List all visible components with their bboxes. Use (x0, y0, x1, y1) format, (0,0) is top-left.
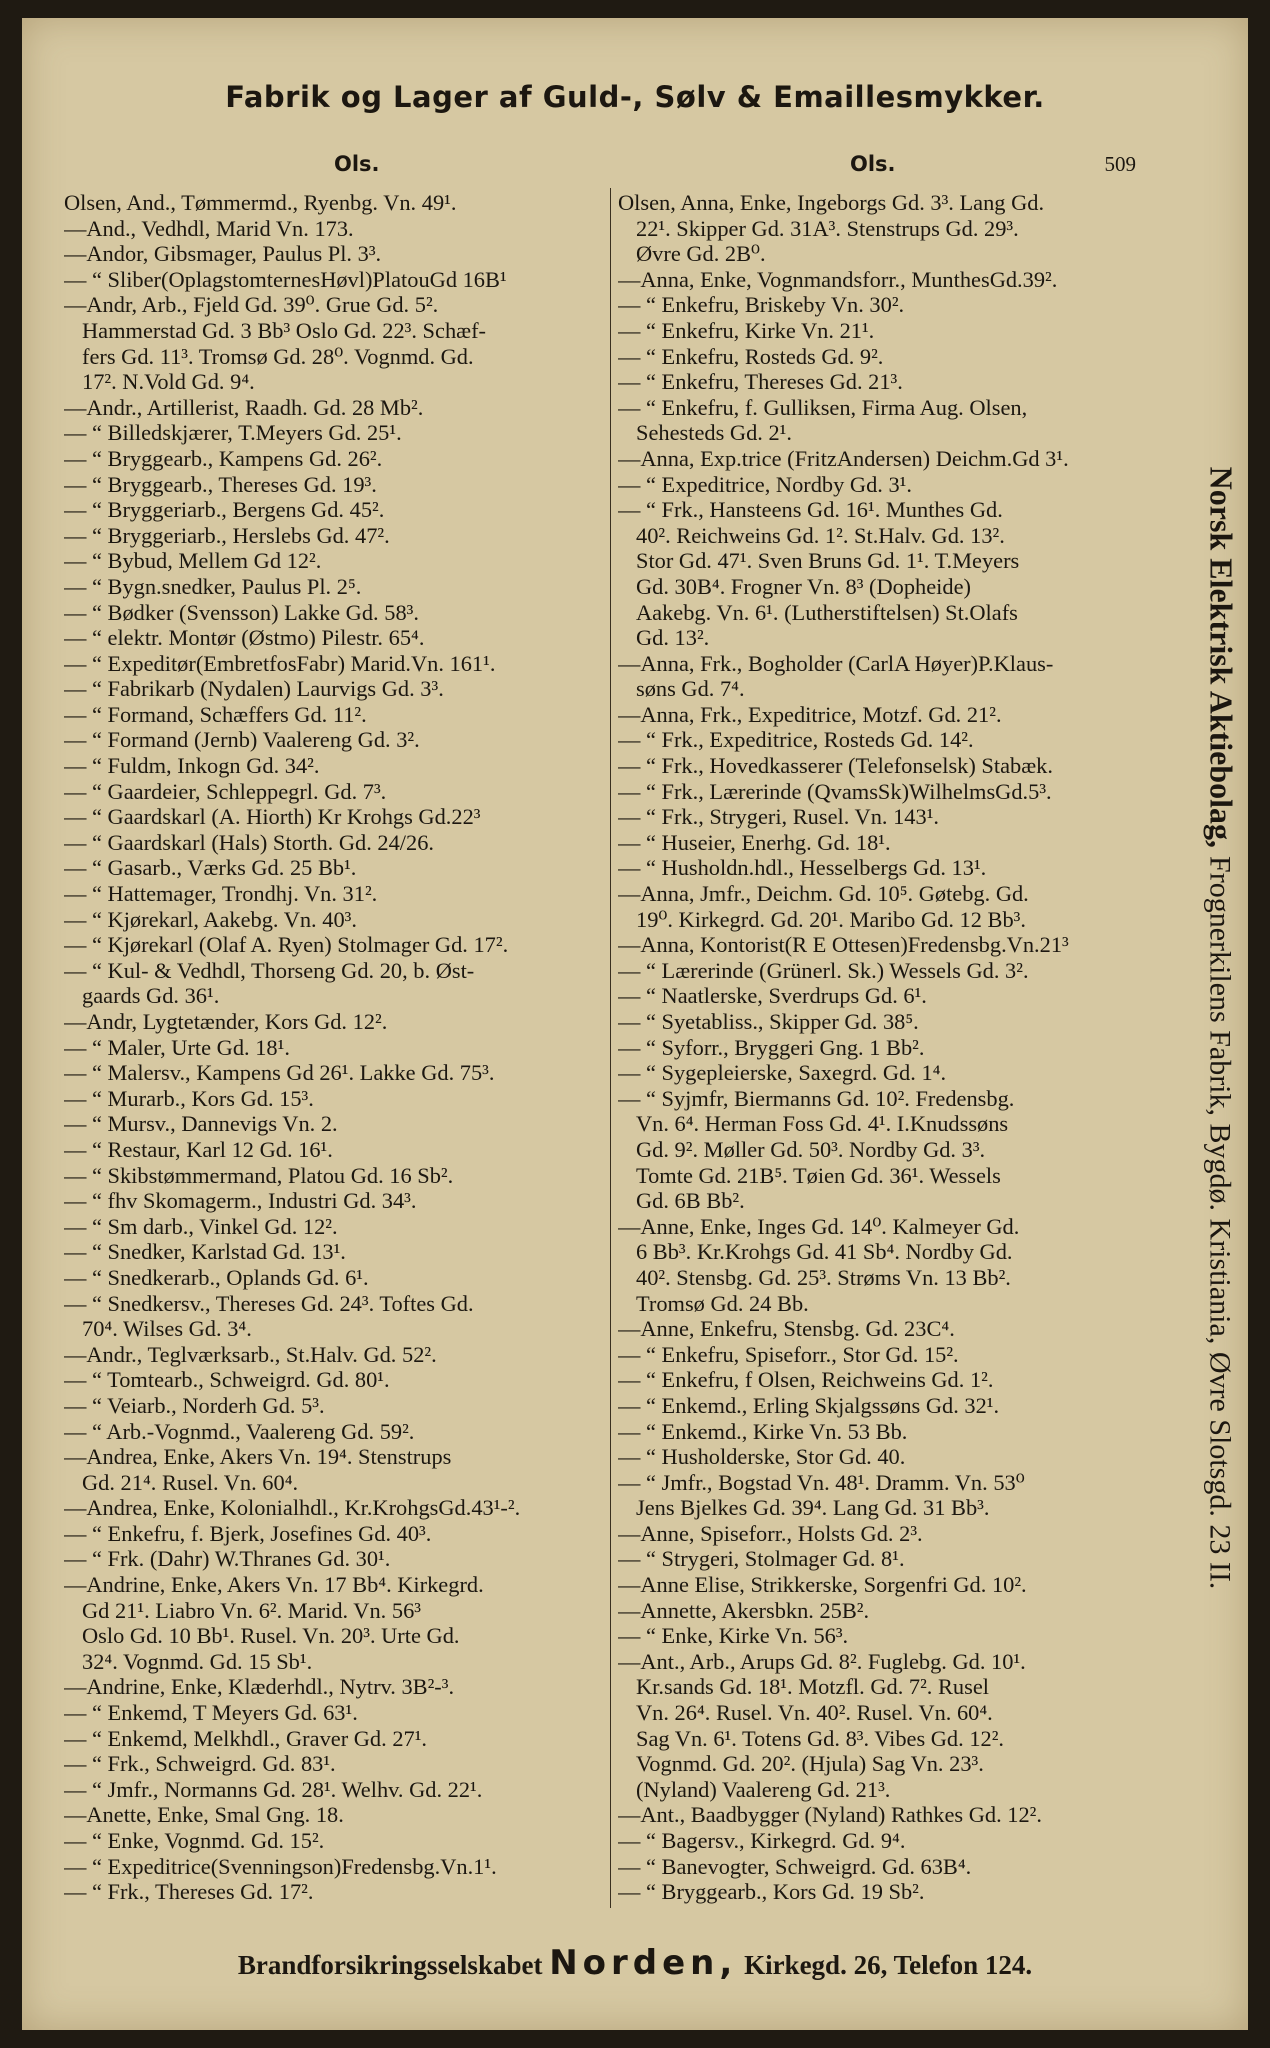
directory-entry-line: 32⁴. Vognmd. Gd. 15 Sb¹. (82, 1648, 313, 1674)
directory-entry-line: — “ Bagersv., Kirkegrd. Gd. 9⁴. (618, 1828, 906, 1853)
directory-entry-line: — “ Husholdn.hdl., Hesselbergs Gd. 13¹. (618, 855, 987, 881)
footer-advertisement (22, 1943, 1248, 1983)
directory-entry-line: — “ Kjørekarl, Aakebg. Vn. 40³. (64, 906, 357, 932)
directory-entry-line: —Anne Elise, Strikkerske, Sorgenfri Gd. 10². (618, 1572, 1027, 1598)
directory-entry-line: — “ Skibstømmermand, Platou Gd. 16 Sb². (64, 1162, 454, 1188)
directory-entry-line: —Anna, Enke, Vognmandsforr., MunthesGd.39². (618, 266, 1058, 292)
directory-entry-line: — “ Enkefru, Kirke Vn. 21¹. (618, 317, 875, 343)
directory-entry-line: —Anna, Kontorist(R E Ottesen)Fredensbg.Vn.21³ (618, 932, 1069, 958)
column-head-right: Ols. (850, 152, 896, 176)
directory-entry-line: —Andrea, Enke, Kolonialhdl., Kr.KrohgsGd.43¹-². (64, 1495, 521, 1521)
directory-entry-line: Olsen, Anna, Enke, Ingeborgs Gd. 3³. Lang Gd. (618, 190, 1045, 215)
directory-entry-line: —Ant., Baadbygger (Nyland) Rathkes Gd. 12². (618, 1802, 1042, 1828)
directory-entry-line: fers Gd. 11³. Tromsø Gd. 28⁰. Vognmd. Gd. (82, 343, 474, 369)
directory-entry-line: — “ Enkefru, f. Bjerk, Josefines Gd. 40³. (64, 1520, 432, 1546)
directory-entry-line: — “ Naatlerske, Sverdrups Gd. 6¹. (618, 983, 927, 1009)
right-column (618, 190, 1178, 1905)
directory-entry-line: Tromsø Gd. 24 Bb. (636, 1290, 809, 1316)
directory-entry-line: —Anna, Frk., Expeditrice, Motzf. Gd. 21². (618, 701, 1002, 727)
directory-entry-line: Gd. 30B⁴. Frogner Vn. 8³ (Dopheide) (636, 573, 971, 599)
directory-entry-line: — “ Enkemd, T Meyers Gd. 63¹. (64, 1700, 358, 1726)
directory-entry-line: — “ Frk., Expeditrice, Rosteds Gd. 14². (618, 727, 974, 753)
directory-entry-line: —Anne, Spiseforr., Holsts Gd. 2³. (618, 1520, 923, 1546)
directory-entry-line: — “ Fabrikarb (Nydalen) Laurvigs Gd. 3³. (64, 676, 444, 702)
directory-entry-line: (Nyland) Vaalereng Gd. 21³. (636, 1776, 891, 1802)
directory-entry-line: — “ Sygepleierske, Saxegrd. Gd. 1⁴. (618, 1060, 947, 1086)
directory-entry-line: — “ Bryggearb., Thereses Gd. 19³. (64, 471, 377, 497)
directory-entry-line: — “ Frk. (Dahr) W.Thranes Gd. 30¹. (64, 1546, 391, 1572)
directory-entry-line: — “ Frk., Schweigrd. Gd. 83¹. (64, 1751, 336, 1777)
directory-entry-line: — “ Enkemd., Kirke Vn. 53 Bb. (618, 1418, 908, 1444)
column-divider (610, 188, 611, 1908)
directory-entry-line: — “ Bybud, Mellem Gd 12². (64, 548, 322, 574)
directory-entry-line: — “ Hattemager, Trondhj. Vn. 31². (64, 881, 378, 907)
directory-entry-line: —And., Vedhdl, Marid Vn. 173. (64, 215, 354, 241)
directory-entry-line: —Andr., Teglværksarb., St.Halv. Gd. 52². (64, 1341, 437, 1367)
directory-entry-line: — “ Gaardskarl (Hals) Storth. Gd. 24/26. (64, 829, 434, 855)
directory-entry-line: — “ Expeditrice(Svenningson)Fredensbg.Vn.1¹. (64, 1853, 497, 1879)
directory-entry-line: —Anna, Exp.trice (FritzAndersen) Deichm.Gd 3¹. (618, 445, 1069, 471)
column-head-left: Ols. (334, 152, 380, 176)
directory-entry-line: gaards Gd. 36¹. (82, 983, 220, 1009)
directory-entry-line: — “ Maler, Urte Gd. 18¹. (64, 1034, 290, 1060)
footer-company: Brandforsikringsselskabet (237, 1950, 543, 1980)
directory-entry-line: — “ Banevogter, Schweigrd. Gd. 63B⁴. (618, 1853, 972, 1879)
directory-entry-line: — “ Bryggeriarb., Bergens Gd. 45². (64, 497, 385, 523)
directory-entry-line: —Anna, Jmfr., Deichm. Gd. 10⁵. Gøtebg. Gd. (618, 881, 1029, 907)
directory-entry-line: — “ Jmfr., Normanns Gd. 28¹. Welhv. Gd. 22¹. (64, 1776, 483, 1802)
directory-entry-line: — “ Huseier, Enerhg. Gd. 18¹. (618, 829, 891, 855)
directory-entry-line: —Andrea, Enke, Akers Vn. 19⁴. Stenstrups (64, 1444, 452, 1470)
directory-entry-line: Sag Vn. 6¹. Totens Gd. 8³. Vibes Gd. 12². (636, 1725, 1005, 1751)
directory-entry-line: — “ Frk., Hansteens Gd. 16¹. Munthes Gd. (618, 497, 1003, 523)
directory-entry-line: —Anne, Enke, Inges Gd. 14⁰. Kalmeyer Gd. (618, 1213, 1020, 1239)
directory-entry-line: —Andrine, Enke, Klæderhdl., Nytrv. 3B²-³. (64, 1674, 455, 1700)
directory-entry-line: Jens Bjelkes Gd. 39⁴. Lang Gd. 31 Bb³. (636, 1495, 990, 1521)
directory-entry-line: — “ Mursv., Dannevigs Vn. 2. (64, 1111, 338, 1137)
directory-entry-line: — “ Formand (Jernb) Vaalereng Gd. 3². (64, 727, 420, 753)
directory-entry-line: — “ Gaardeier, Schleppegrl. Gd. 7³. (64, 778, 387, 804)
directory-entry-line: Hammerstad Gd. 3 Bb³ Oslo Gd. 22³. Schæf- (82, 317, 486, 343)
directory-entry-line: Kr.sands Gd. 18¹. Motzfl. Gd. 7². Rusel (636, 1674, 990, 1700)
directory-entry-line: — “ Snedkersv., Thereses Gd. 24³. Toftes Gd. (64, 1290, 474, 1316)
directory-entry-line: — “ Enkemd., Erling Skjalgssøns Gd. 32¹. (618, 1392, 1000, 1418)
directory-entry-line: — “ Bødker (Svensson) Lakke Gd. 58³. (64, 599, 419, 625)
directory-entry-line: 40². Reichweins Gd. 1². St.Halv. Gd. 13². (636, 522, 1005, 548)
directory-entry-line: —Ant., Arb., Arups Gd. 8². Fuglebg. Gd. 10¹. (618, 1648, 1026, 1674)
page-header: Fabrik og Lager af Guld-, Sølv & Emaillesmykker. (225, 80, 1045, 114)
footer-brand: Norden, (549, 1943, 738, 1983)
directory-entry-line: — “ Expeditrice, Nordby Gd. 3¹. (618, 471, 912, 497)
directory-entry-line: —Andor, Gibsmager, Paulus Pl. 3³. (64, 241, 382, 267)
footer-address: Kirkegd. 26, Telefon 124. (744, 1950, 1033, 1980)
directory-entry-line: — “ Husholderske, Stor Gd. 40. (618, 1444, 906, 1470)
directory-entry-line: 22¹. Skipper Gd. 31A³. Stenstrups Gd. 29³. (636, 215, 1019, 241)
directory-entry-line: — “ Bryggeriarb., Herslebs Gd. 47². (64, 522, 390, 548)
directory-entry-line: Gd. 6B Bb². (636, 1188, 745, 1214)
page-number: 509 (1104, 152, 1136, 176)
side-ad-address: Frognerkilens Fabrik, Bygdø. Kristiania, Øvre Slotsgd. 23 II. (1203, 856, 1237, 1590)
directory-entry-line: — “ Syjmfr, Biermanns Gd. 10². Fredensbg. (618, 1085, 1015, 1111)
directory-entry-line: —Annette, Akersbkn. 25B². (618, 1597, 870, 1623)
directory-entry-line: Gd. 9². Møller Gd. 50³. Nordby Gd. 3³. (636, 1136, 986, 1162)
directory-entry-line: — “ Enkefru, Thereses Gd. 21³. (618, 369, 903, 395)
directory-entry-line: —Anne, Enkefru, Stensbg. Gd. 23C⁴. (618, 1316, 955, 1342)
directory-entry-line: — “ Murarb., Kors Gd. 15³. (64, 1085, 314, 1111)
directory-entry-line: —Anette, Enke, Smal Gng. 18. (64, 1802, 344, 1828)
directory-entry-line: Tomte Gd. 21B⁵. Tøien Gd. 36¹. Wessels (636, 1162, 1001, 1188)
directory-entry-line: — “ Malersv., Kampens Gd 26¹. Lakke Gd. 75³. (64, 1060, 495, 1086)
directory-entry-line: — “ Enkefru, Briskeby Vn. 30². (618, 292, 905, 318)
directory-entry-line: — “ Kjørekarl (Olaf A. Ryen) Stolmager Gd. 17². (64, 932, 509, 958)
directory-entry-line: — “ Frk., Lærerinde (QvamsSk)WilhelmsGd.5³. (618, 778, 1052, 804)
directory-entry-line: Vognmd. Gd. 20². (Hjula) Sag Vn. 23³. (636, 1751, 984, 1777)
directory-entry-line: — “ Formand, Schæffers Gd. 11². (64, 701, 367, 727)
directory-entry-line: — “ Arb.-Vognmd., Vaalereng Gd. 59². (64, 1418, 415, 1444)
directory-entry-line: — “ Bryggearb., Kors Gd. 19 Sb². (618, 1879, 925, 1905)
directory-entry-line: — “ Veiarb., Norderh Gd. 5³. (64, 1392, 325, 1418)
directory-entry-line: — “ Enkefru, Rosteds Gd. 9². (618, 343, 884, 369)
directory-entry-line: — “ Tomtearb., Schweigrd. Gd. 80¹. (64, 1367, 390, 1393)
directory-entry-line: —Andr., Artillerist, Raadh. Gd. 28 Mb². (64, 394, 424, 420)
directory-entry-line: Vn. 6⁴. Herman Foss Gd. 4¹. I.Knudssøns (636, 1111, 1009, 1137)
directory-entry-line: Øvre Gd. 2B⁰. (636, 241, 766, 267)
directory-entry-line: Stor Gd. 47¹. Sven Bruns Gd. 1¹. T.Meyers (636, 548, 1020, 574)
directory-entry-line: Aakebg. Vn. 6¹. (Lutherstiftelsen) St.Olafs (636, 599, 1018, 625)
directory-entry-line: 19⁰. Kirkegrd. Gd. 20¹. Maribo Gd. 12 Bb³. (636, 906, 1026, 932)
directory-entry-line: Gd. 21⁴. Rusel. Vn. 60⁴. (82, 1469, 299, 1495)
directory-entry-line: — “ Gasarb., Værks Gd. 25 Bb¹. (64, 855, 357, 881)
directory-entry-line: —Andr, Lygtetænder, Kors Gd. 12². (64, 1009, 388, 1034)
directory-page (22, 18, 1248, 2030)
left-column (64, 190, 604, 1905)
directory-entry-line: — “ Bryggearb., Kampens Gd. 26². (64, 445, 383, 471)
directory-entry-line: — “ elektr. Montør (Østmo) Pilestr. 65⁴. (64, 625, 425, 651)
directory-entry-line: — “ Fuldm, Inkogn Gd. 34². (64, 753, 320, 779)
directory-entry-line: —Anna, Frk., Bogholder (CarlA Høyer)P.Klaus- (618, 650, 1054, 676)
side-ad-company: Norsk Elektrisk Aktiebolag, (1203, 466, 1240, 849)
directory-entry-line: 70⁴. Wilses Gd. 3⁴. (82, 1316, 252, 1342)
directory-entry-line: — “ Sliber(OplagstomternesHøvl)PlatouGd 16B¹ (64, 266, 507, 292)
directory-entry-line: — “ Kul- & Vedhdl, Thorseng Gd. 20, b. Øst- (64, 957, 475, 983)
directory-entry-line: Gd. 13². (636, 625, 710, 651)
directory-entry-line: — “ Enkefru, f. Gulliksen, Firma Aug. Olsen, (618, 394, 1028, 420)
directory-entry-line: Olsen, And., Tømmermd., Ryenbg. Vn. 49¹. (64, 190, 457, 215)
directory-entry-line: — “ Enkemd, Melkhdl., Graver Gd. 27¹. (64, 1725, 428, 1751)
directory-entry-line: — “ Snedkerarb., Oplands Gd. 6¹. (64, 1264, 369, 1290)
directory-entry-line: 17². N.Vold Gd. 9⁴. (82, 369, 255, 395)
directory-entry-line: — “ Strygeri, Stolmager Gd. 8¹. (618, 1546, 905, 1572)
directory-entry-line: —Andr, Arb., Fjeld Gd. 39⁰. Grue Gd. 5². (64, 292, 439, 318)
directory-entry-line: — “ Enkefru, Spiseforr., Stor Gd. 15². (618, 1341, 959, 1367)
directory-entry-line: Sehesteds Gd. 2¹. (636, 420, 792, 446)
directory-entry-line: — “ Enkefru, f Olsen, Reichweins Gd. 1². (618, 1367, 994, 1393)
directory-entry-line: — “ Syetabliss., Skipper Gd. 38⁵. (618, 1009, 919, 1034)
directory-entry-line: — “ Frk., Strygeri, Rusel. Vn. 143¹. (618, 804, 940, 830)
directory-entry-line: søns Gd. 7⁴. (636, 676, 745, 702)
directory-entry-line: — “ Bygn.snedker, Paulus Pl. 2⁵. (64, 573, 362, 599)
directory-entry-line: Vn. 26⁴. Rusel. Vn. 40². Rusel. Vn. 60⁴. (636, 1700, 993, 1726)
directory-entry-line: Gd 21¹. Liabro Vn. 6². Marid. Vn. 56³ (82, 1597, 421, 1623)
side-advertisement (1203, 467, 1240, 1590)
directory-entry-line: —Andrine, Enke, Akers Vn. 17 Bb⁴. Kirkegrd. (64, 1572, 484, 1598)
directory-entry-line: — “ Billedskjærer, T.Meyers Gd. 25¹. (64, 420, 402, 446)
directory-entry-line: 40². Stensbg. Gd. 25³. Strøms Vn. 13 Bb². (636, 1264, 1011, 1290)
directory-entry-line: — “ Gaardskarl (A. Hiorth) Kr Krohgs Gd.22³ (64, 804, 481, 830)
directory-entry-line: — “ Syforr., Bryggeri Gng. 1 Bb². (618, 1034, 925, 1060)
directory-entry-line: — “ Restaur, Karl 12 Gd. 16¹. (64, 1136, 333, 1162)
directory-entry-line: — “ Enke, Kirke Vn. 56³. (618, 1623, 849, 1649)
directory-entry-line: — “ Expeditør(EmbretfosFabr) Marid.Vn. 161¹. (64, 650, 496, 676)
directory-entry-line: 6 Bb³. Kr.Krohgs Gd. 41 Sb⁴. Nordby Gd. (636, 1239, 1013, 1265)
directory-entry-line: — “ Frk., Hovedkasserer (Telefonselsk) Stabæk. (618, 753, 1053, 779)
directory-entry-line: — “ fhv Skomagerm., Industri Gd. 34³. (64, 1188, 417, 1214)
directory-entry-line: — “ Lærerinde (Grünerl. Sk.) Wessels Gd. 3². (618, 957, 1029, 983)
directory-entry-line: — “ Snedker, Karlstad Gd. 13¹. (64, 1239, 346, 1265)
directory-entry-line: Oslo Gd. 10 Bb¹. Rusel. Vn. 20³. Urte Gd. (82, 1623, 460, 1649)
directory-entry-line: — “ Frk., Thereses Gd. 17². (64, 1879, 314, 1905)
directory-entry-line: — “ Jmfr., Bogstad Vn. 48¹. Dramm. Vn. 53⁰ (618, 1469, 1025, 1495)
directory-entry-line: — “ Sm darb., Vinkel Gd. 12². (64, 1213, 338, 1239)
directory-entry-line: — “ Enke, Vognmd. Gd. 15². (64, 1828, 325, 1853)
